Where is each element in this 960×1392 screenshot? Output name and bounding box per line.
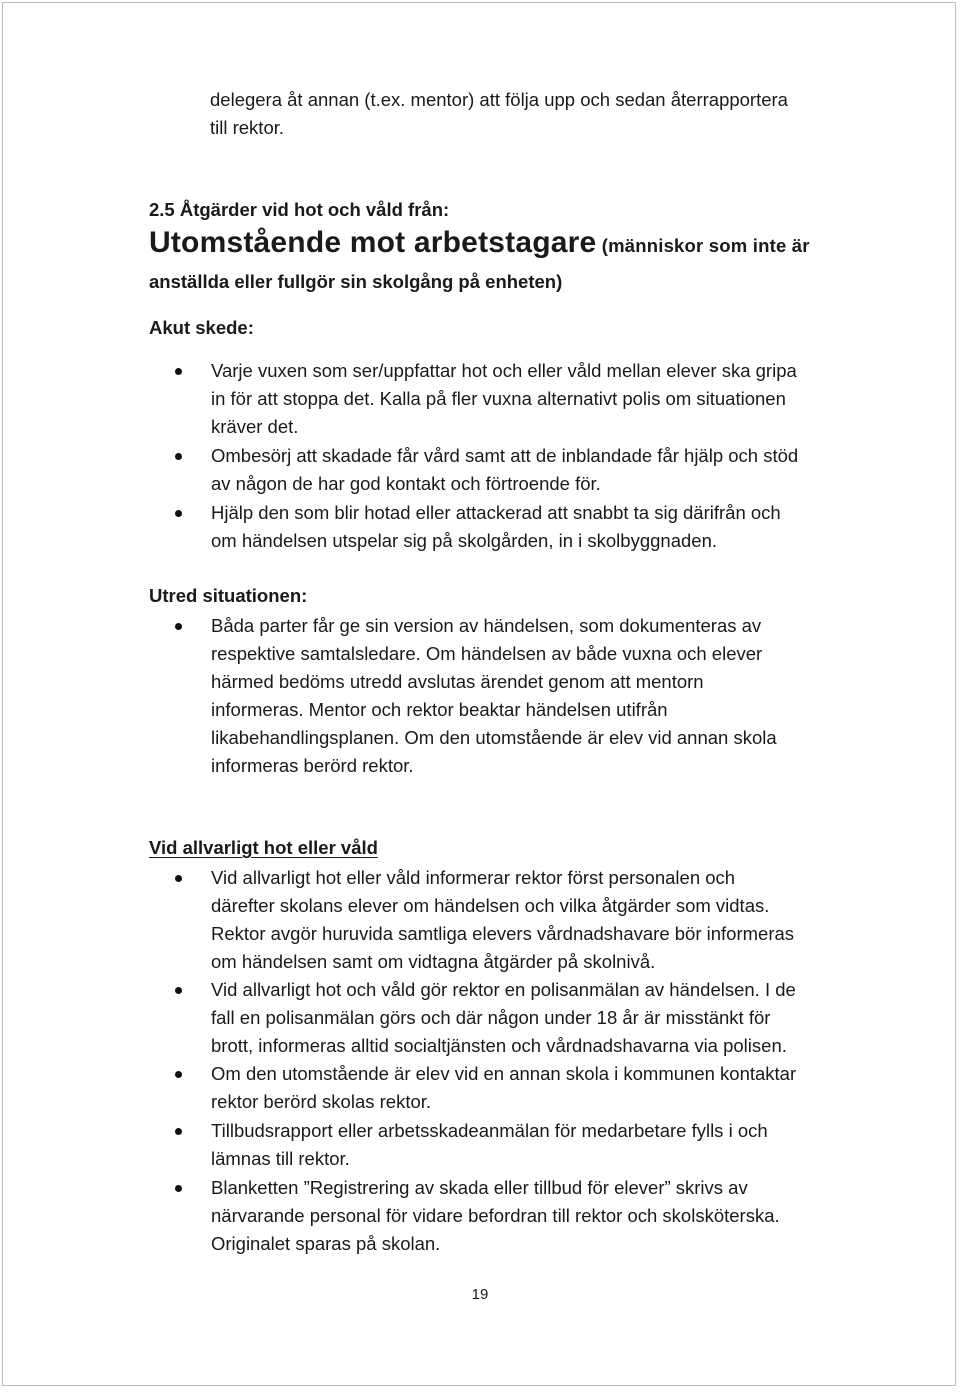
- intro-line-2: till rektor.: [210, 117, 285, 138]
- allvarligt-bullet-2-line-1: Vid allvarligt hot och våld gör rektor en polisanmälan av händelsen. I de: [211, 979, 796, 1000]
- bullet-dot: [175, 1071, 182, 1078]
- akut-bullet-1-line-1: Varje vuxen som ser/uppfattar hot och eller våld mellan elever ska gripa: [211, 360, 797, 381]
- utred-bullet-1-line-5: likabehandlingsplanen. Om den utomstående är elev vid annan skola: [211, 727, 777, 748]
- allvarligt-bullet-1-line-1: Vid allvarligt hot eller våld informerar rektor först personalen och: [211, 867, 736, 888]
- allvarligt-bullet-1-line-4: om händelsen samt om vidtagna åtgärder på skolnivå.: [211, 951, 656, 972]
- akut-bullet-1-line-3: kräver det.: [211, 416, 299, 437]
- akut-bullet-3-line-2: om händelsen utspelar sig på skolgården, in i skolbyggnaden.: [211, 530, 717, 551]
- utred-bullet-1-line-2: respektive samtalsledare. Om händelsen av både vuxna och elever: [211, 643, 763, 664]
- section-subtitle: anställda eller fullgör sin skolgång på enheten): [149, 271, 563, 292]
- bullet-dot: [175, 987, 182, 994]
- allvarligt-bullet-3-line-1: Om den utomstående är elev vid en annan skola i kommunen kontaktar: [211, 1063, 797, 1084]
- allvarligt-bullet-2-line-2: fall en polisanmälan görs och där någon under 18 år är misstänkt för: [211, 1007, 771, 1028]
- akut-bullet-2-line-2: av någon de har god kontakt och förtroende för.: [211, 473, 601, 494]
- bullet-dot: [175, 510, 182, 517]
- bullet-dot: [175, 875, 182, 882]
- document-page: [2, 2, 956, 1386]
- allvarligt-bullet-1-line-2: därefter skolans elever om händelsen och vilka åtgärder som vidtas.: [211, 895, 770, 916]
- section-big-title: [149, 225, 810, 264]
- big-title-paren: (människor som inte är: [596, 235, 810, 256]
- akut-heading: Akut skede:: [149, 317, 254, 338]
- big-title-text: Utomstående mot arbetstagare: [149, 226, 597, 259]
- allvarligt-bullet-4-line-1: Tillbudsrapport eller arbetsskadeanmälan för medarbetare fylls i och: [211, 1120, 768, 1141]
- akut-bullet-2-line-1: Ombesörj att skadade får vård samt att de inblandade får hjälp och stöd: [211, 445, 799, 466]
- akut-bullet-3-line-1: Hjälp den som blir hotad eller attackerad att snabbt ta sig därifrån och: [211, 502, 781, 523]
- bullet-dot: [175, 623, 182, 630]
- allvarligt-bullet-4-line-2: lämnas till rektor.: [211, 1148, 350, 1169]
- utred-bullet-1-line-4: informeras. Mentor och rektor beaktar händelsen utifrån: [211, 699, 668, 720]
- allvarligt-bullet-5-line-1: Blanketten ”Registrering av skada eller tillbud för elever” skrivs av: [211, 1177, 748, 1198]
- allvarligt-bullet-5-line-2: närvarande personal för vidare befordran till rektor och skolsköterska.: [211, 1205, 780, 1226]
- allvarligt-bullet-5-line-3: Originalet sparas på skolan.: [211, 1233, 441, 1254]
- intro-line-1: delegera åt annan (t.ex. mentor) att följa upp och sedan återrapportera: [210, 89, 788, 110]
- utred-bullet-1-line-3: härmed bedöms utredd avslutas ärendet genom att mentorn: [211, 671, 704, 692]
- utred-bullet-1-line-6: informeras berörd rektor.: [211, 755, 414, 776]
- bullet-dot: [175, 1128, 182, 1135]
- utred-bullet-1-line-1: Båda parter får ge sin version av händelsen, som dokumenteras av: [211, 615, 762, 636]
- allvarligt-bullet-1-line-3: Rektor avgör huruvida samtliga elevers vårdnadshavare bör informeras: [211, 923, 795, 944]
- allvarligt-heading: Vid allvarligt hot eller våld: [149, 837, 378, 858]
- akut-bullet-1-line-2: in för att stoppa det. Kalla på fler vuxna alternativt polis om situationen: [211, 388, 786, 409]
- section-number-title: 2.5 Åtgärder vid hot och våld från:: [149, 199, 450, 220]
- bullet-dot: [175, 368, 182, 375]
- bullet-dot: [175, 1185, 182, 1192]
- bullet-dot: [175, 453, 182, 460]
- utred-heading: Utred situationen:: [149, 585, 308, 606]
- allvarligt-bullet-2-line-3: brott, informeras alltid socialtjänsten och vårdnadshavarna via polisen.: [211, 1035, 787, 1056]
- page-number: 19: [471, 1286, 489, 1303]
- allvarligt-bullet-3-line-2: rektor berörd skolas rektor.: [211, 1091, 432, 1112]
